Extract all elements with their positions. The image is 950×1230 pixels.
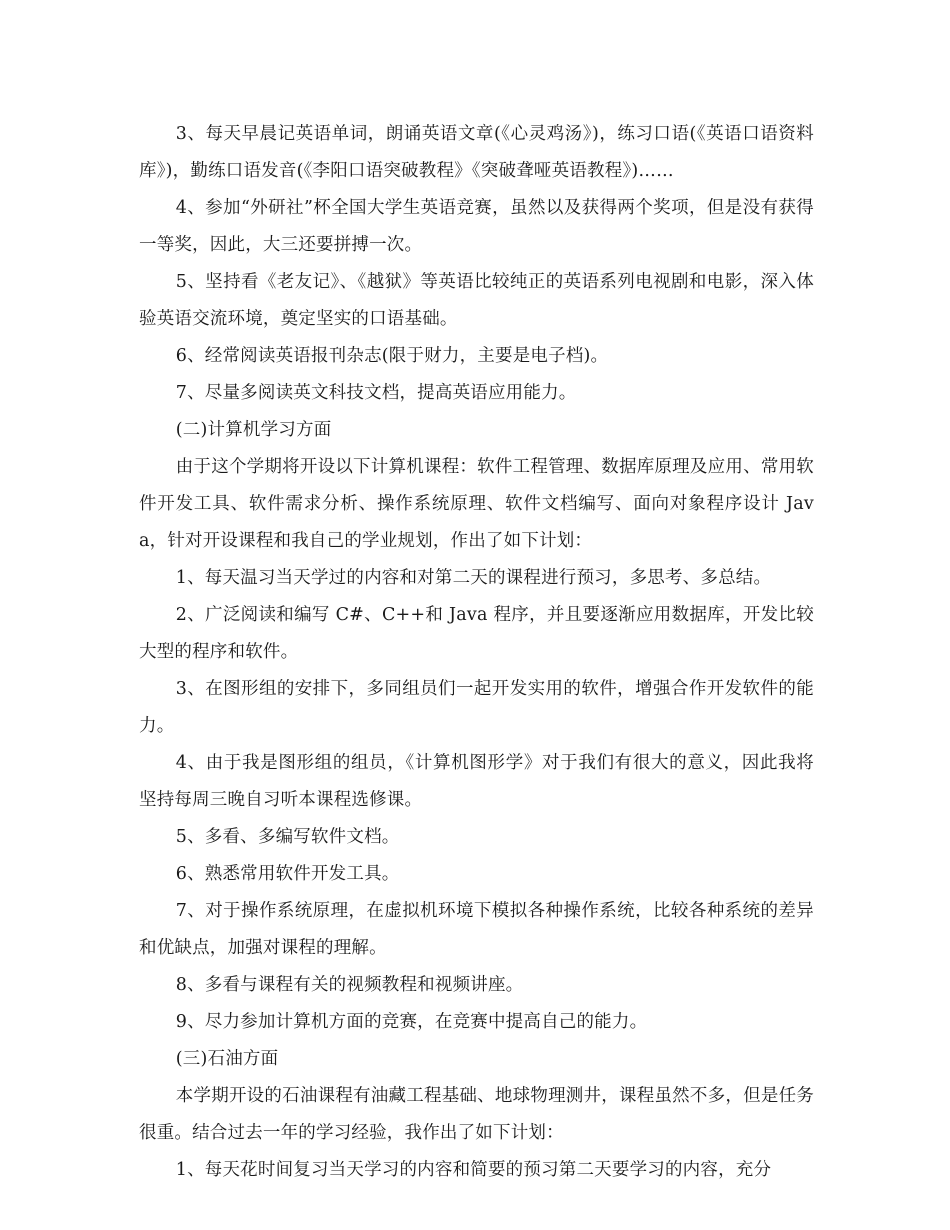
document-body: [139, 116, 814, 1189]
paragraph-computer-4: 4、由于我是图形组的组员，《计算机图形学》对于我们有很大的意义，因此我将坚持每周三晚自习听本课程选修课。: [139, 753, 814, 810]
paragraph-english-3: 3、每天早晨记英语单词，朗诵英语文章(《心灵鸡汤》)，练习口语(《英语口语资料库》)，勤练口语发音(《李阳口语突破教程》《突破聋哑英语教程》)……: [139, 124, 814, 181]
paragraph-english-7: 7、尽量多阅读英文科技文档，提高英语应用能力。: [175, 383, 577, 403]
paragraph-computer-intro: 由于这个学期将开设以下计算机课程：软件工程管理、数据库原理及应用、常用软件开发工具、软件需求分析、操作系统原理、软件文档编写、面向对象程序设计 Java，针对开设课程和我自己的学业规划，作出了如下计划：: [139, 457, 814, 551]
paragraph-computer-7: 7、对于操作系统原理，在虚拟机环境下模拟各种操作系统，比较各种系统的差异和优缺点，加强对课程的理解。: [139, 901, 814, 958]
paragraph-computer-2: 2、广泛阅读和编写 C#、C++和 Java 程序，并且要逐渐应用数据库，开发比较大型的程序和软件。: [139, 605, 814, 662]
section-heading-computer: (二)计算机学习方面: [175, 420, 332, 440]
paragraph-computer-1: 1、每天温习当天学过的内容和对第二天的课程进行预习，多思考、多总结。: [175, 568, 772, 588]
paragraph-computer-3: 3、在图形组的安排下，多同组员们一起开发实用的软件，增强合作开发软件的能力。: [139, 679, 814, 736]
paragraph-petroleum-intro: 本学期开设的石油课程有油藏工程基础、地球物理测井，课程虽然不多，但是任务很重。结合过去一年的学习经验，我作出了如下计划：: [139, 1086, 814, 1143]
paragraph-computer-9: 9、尽力参加计算机方面的竞赛，在竞赛中提高自己的能力。: [175, 1012, 648, 1032]
paragraph-computer-5: 5、多看、多编写软件文档。: [175, 827, 400, 847]
paragraph-english-4: 4、参加“外研社”杯全国大学生英语竞赛，虽然以及获得两个奖项，但是没有获得一等奖，因此，大三还要拼搏一次。: [139, 198, 814, 255]
paragraph-petroleum-1: 1、每天花时间复习当天学习的内容和简要的预习第二天要学习的内容，充分: [175, 1160, 772, 1180]
paragraph-computer-8: 8、多看与课程有关的视频教程和视频讲座。: [175, 975, 524, 995]
section-heading-petroleum: (三)石油方面: [175, 1049, 279, 1069]
paragraph-english-5: 5、坚持看《老友记》、《越狱》等英语比较纯正的英语系列电视剧和电影，深入体验英语交流环境，奠定坚实的口语基础。: [139, 272, 814, 329]
paragraph-english-6: 6、经常阅读英语报刊杂志(限于财力，主要是电子档)。: [175, 346, 609, 366]
paragraph-computer-6: 6、熟悉常用软件开发工具。: [175, 864, 400, 884]
